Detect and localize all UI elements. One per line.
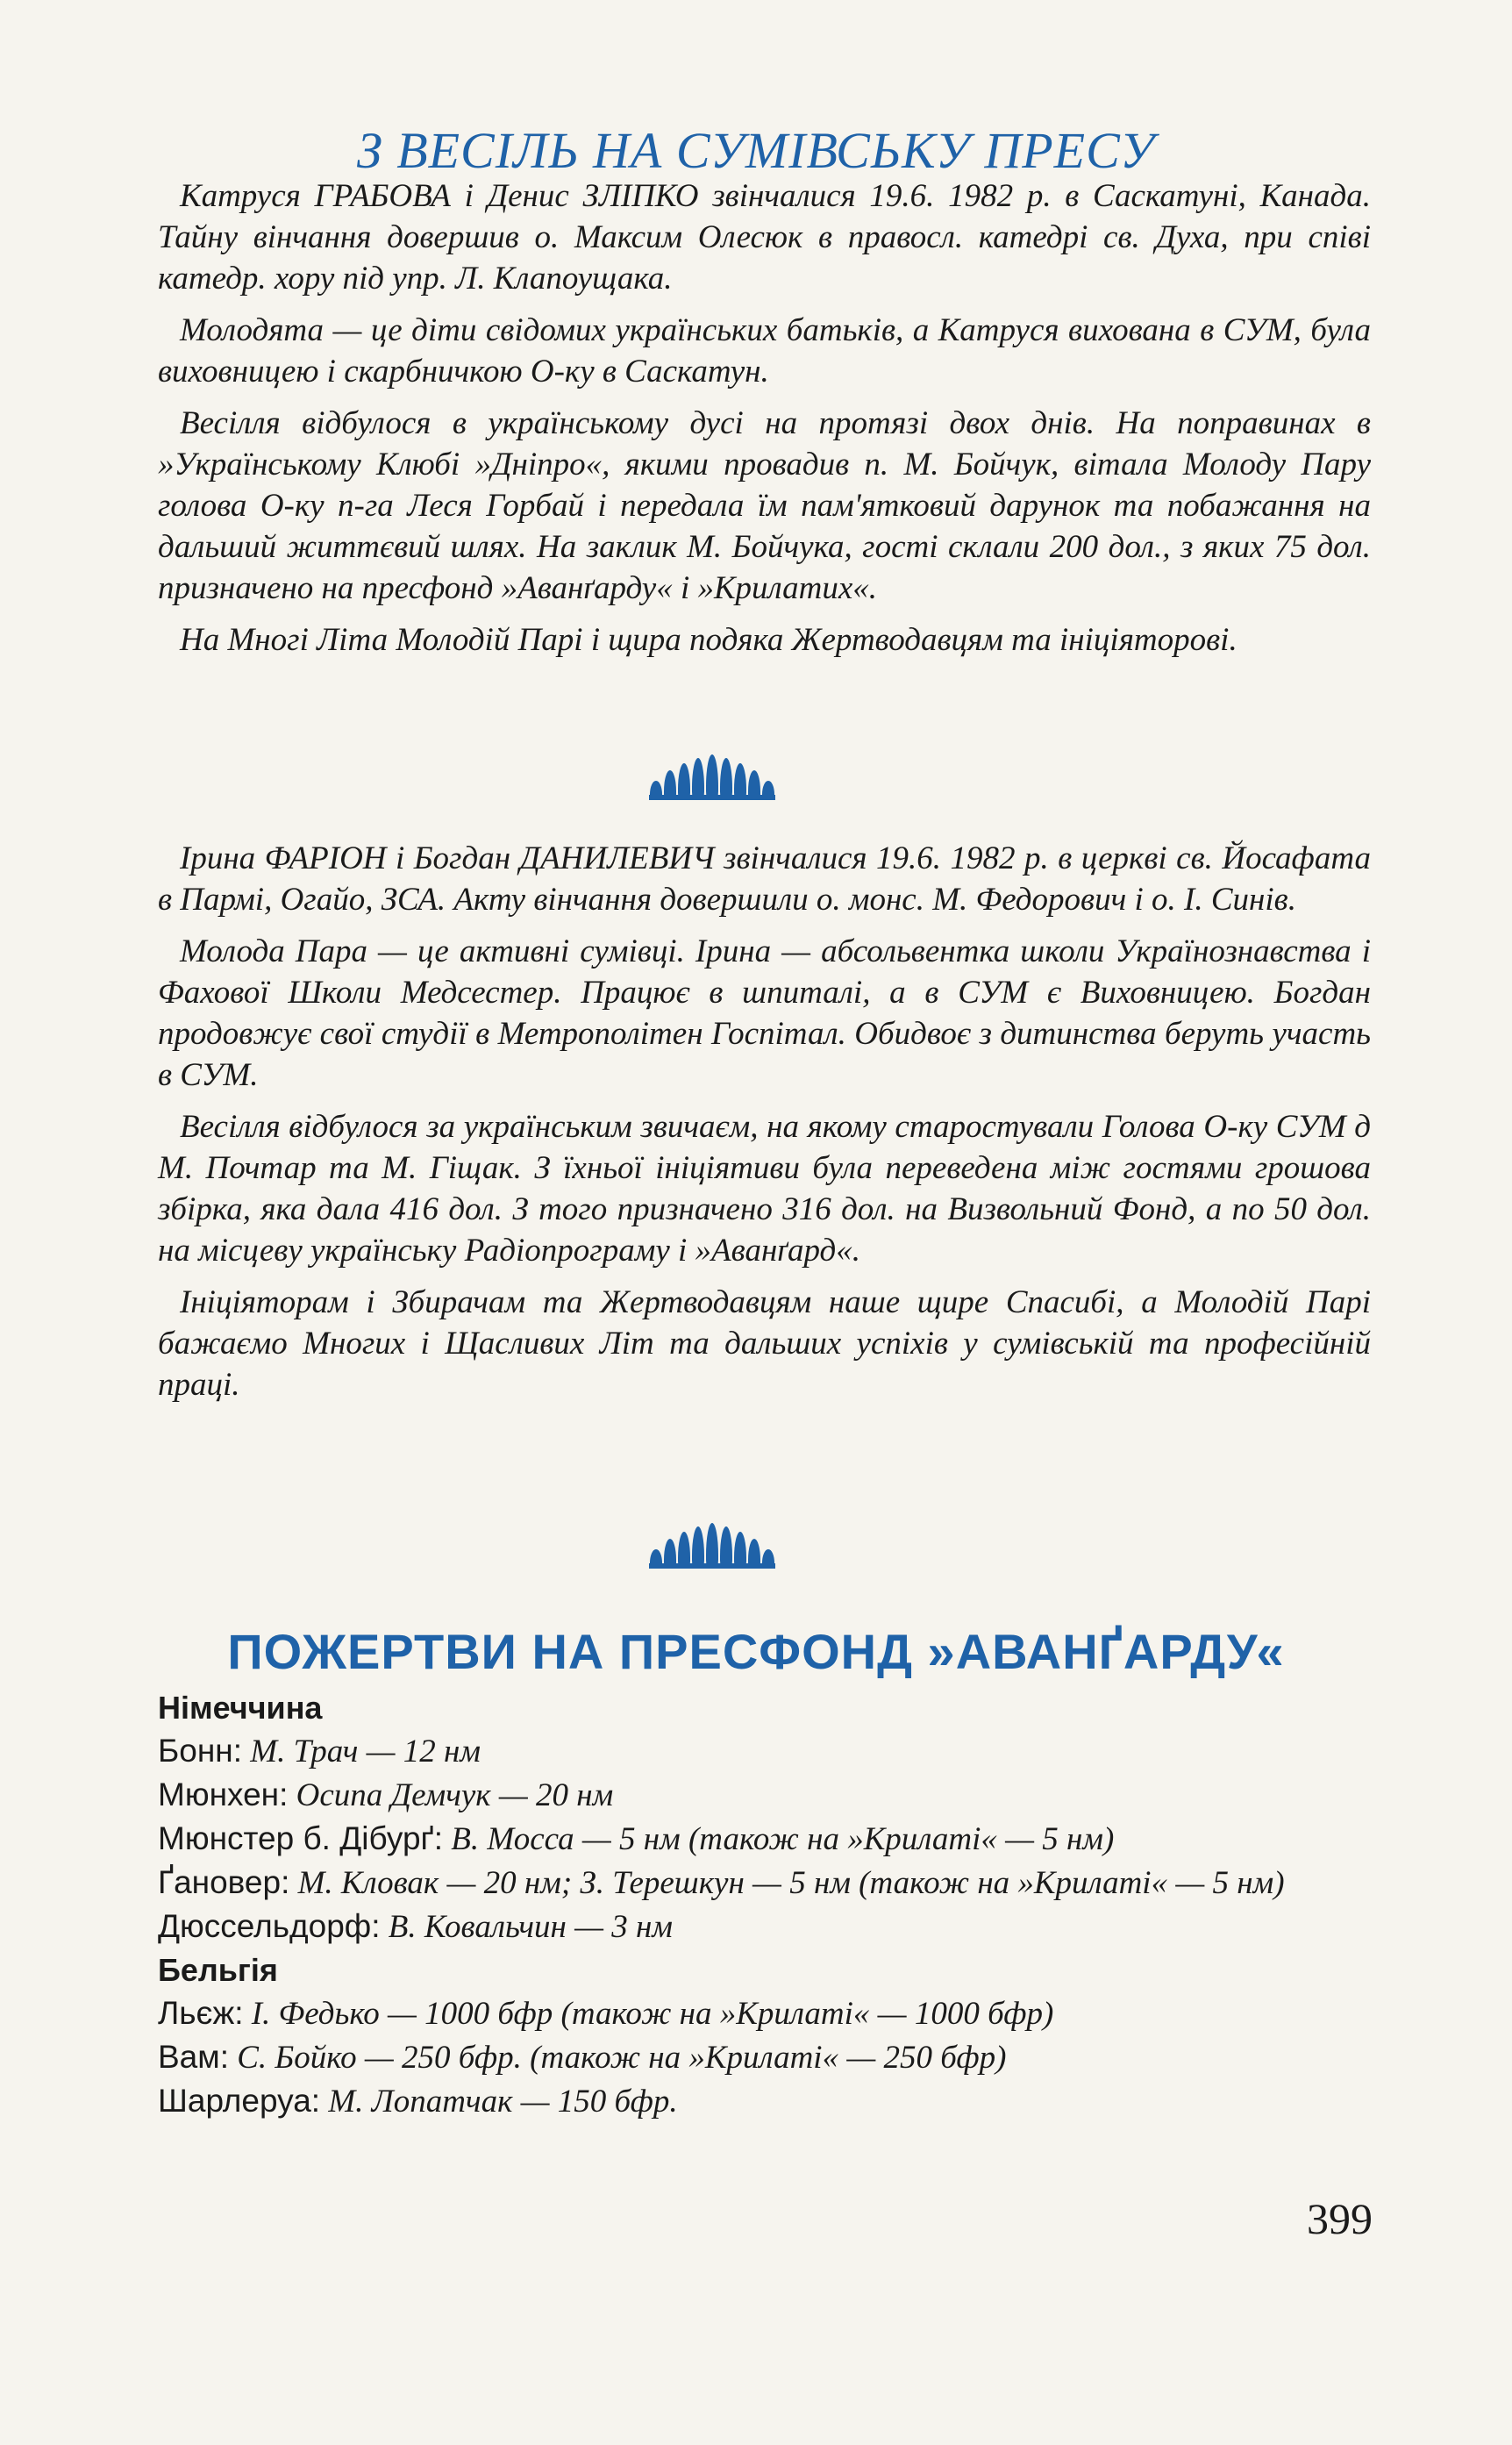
ornament-divider [645, 753, 779, 800]
paragraph: Молода Пара — це активні сумівці. Ірина — абсольвентка школи Українознавства і Фахової Школи Медсестер. Працює в шпиталі, а в СУМ є Виховницею. Богдан продовжує свої студії в Метрополітен Госпітал. Обидвоє з дитинства беруть участь в СУМ. [158, 933, 1371, 1093]
donation-entry [158, 1861, 1386, 1905]
city-label: Ґановер: [158, 1864, 290, 1900]
donor-text: М. Трач — 12 нм [250, 1734, 481, 1769]
donation-entry [158, 1991, 1386, 2035]
city-label: Шарлеруа: [158, 2083, 321, 2119]
donation-entry [158, 1905, 1386, 1948]
city-label: Вам: [158, 2039, 229, 2075]
donor-text: М. Лопатчак — 150 бфр. [328, 2084, 678, 2120]
donation-entry [158, 1817, 1386, 1861]
city-label: Льєж: [158, 1995, 244, 2031]
donation-entry [158, 2079, 1386, 2123]
page-number: 399 [1307, 2194, 1373, 2243]
country-heading: Бельгія [158, 1952, 278, 1988]
wedding-article-1 [158, 175, 1371, 671]
city-label: Бонн: [158, 1733, 243, 1769]
ornament-divider [645, 1521, 779, 1569]
paragraph: Ініціяторам і Збирачам та Жертводавцям наше щире Спасибі, а Молодій Парі бажаємо Многих і Щасливих Літ та дальших успіхів у сумівській та професійній праці. [158, 1284, 1371, 1403]
paragraph: Весілля відбулося за українським звичаєм, на якому старостували Голова О-ку СУМ д М. Почтар та М. Гіщак. З їхньої ініціятиви була переведена між гостями грошова збірка, яка дала 416 дол. З того призначено 316 дол. на Визвольний Фонд, а по 50 дол. на місцеву українську Радіопрограму і »Аванґард«. [158, 1109, 1371, 1269]
donor-text: Осипа Демчук — 20 нм [296, 1777, 614, 1813]
donor-text: І. Федько — 1000 бфр (також на »Крилаті« — 1000 бфр) [251, 1996, 1054, 2032]
section-title-donations: ПОЖЕРТВИ НА ПРЕСФОНД »АВАНҐАРДУ« [227, 1624, 1285, 1679]
donor-text: С. Бойко — 250 бфр. (також на »Крилаті« — 250 бфр) [237, 2040, 1007, 2076]
wedding-article-2 [158, 838, 1371, 1416]
country-heading: Німеччина [158, 1690, 323, 1726]
donations-list [158, 1686, 1386, 2123]
donor-text: В. Ковальчин — 3 нм [388, 1909, 674, 1945]
paragraph: Весілля відбулося в українському дусі на протязі двох днів. На поправинах в »Українському Клюбі »Дніпро«, якими провадив п. М. Бойчук, вітала Молоду Пару голова О-ку п-га Леся Горбай і передала їм пам'ятковий дарунок та побажання на дальший життєвий шлях. На заклик М. Бойчука, гості склали 200 дол., з яких 75 дол. призначено на пресфонд »Аванґарду« і »Крилатих«. [158, 405, 1371, 606]
donor-text: В. Мосса — 5 нм (також на »Крилаті« — 5 нм) [451, 1821, 1115, 1857]
donation-entry [158, 1773, 1386, 1817]
donation-entry [158, 2035, 1386, 2079]
paragraph: Ірина ФАРІОН і Богдан ДАНИЛЕВИЧ звінчалися 19.6. 1982 р. в церкві св. Йосафата в Пармі, Огайо, ЗСА. Акту вінчання довершили о. монс. М. Федорович і о. І. Синів. [158, 840, 1371, 918]
city-label: Дюссельдорф: [158, 1908, 381, 1944]
paragraph: На Многі Літа Молодій Парі і щира подяка Жертводавцям та ініціяторові. [180, 622, 1237, 658]
section-title-weddings: З ВЕСІЛЬ НА СУМІВСЬКУ ПРЕСУ [356, 122, 1156, 179]
donation-entry [158, 1729, 1386, 1773]
city-label: Мюнхен: [158, 1777, 289, 1812]
paragraph: Молодята — це діти свідомих українських батьків, а Катруся вихована в СУМ, була виховницею і скарбничкою О-ку в Саскатун. [158, 312, 1371, 390]
city-label: Мюнстер б. Дібурґ: [158, 1820, 444, 1856]
paragraph: Катруся ГРАБОВА і Денис ЗЛІПКО звінчалися 19.6. 1982 р. в Саскатуні, Канада. Тайну вінчання довершив о. Максим Олесюк в правосл. катедрі св. Духа, при співі катедр. хору під упр. Л. Клапоущака. [158, 178, 1371, 297]
donor-text: М. Кловак — 20 нм; З. Терешкун — 5 нм (також на »Крилаті« — 5 нм) [297, 1865, 1285, 1901]
